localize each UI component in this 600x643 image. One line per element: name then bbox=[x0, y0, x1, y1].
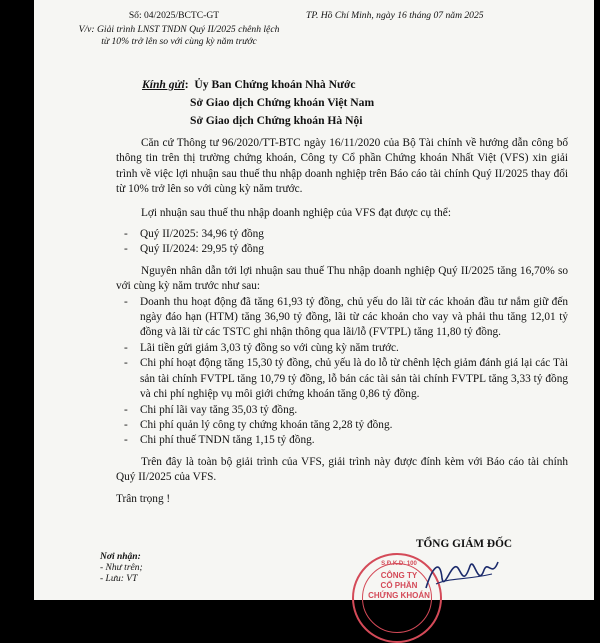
list-item: - Quý II/2025: 34,96 tỷ đồng bbox=[124, 228, 264, 241]
distribution-label: Nơi nhận: bbox=[100, 552, 141, 562]
list-item: - Chi phí hoạt động tăng 15,30 tỷ đồng, chủ yếu là do lỗ từ chênh lệch giảm đánh giá lại các Tài sản tài chính FVTPL tăng 10,79 tỷ đồng, lỗ bán các tài sản tài chính FVTPL tăng 3,33 tỷ đồng và chi phí nghiệp vụ môi giới chứng khoán tăng 0,86 tỷ đồng. bbox=[124, 357, 568, 401]
distribution-block bbox=[100, 552, 220, 585]
reason-list bbox=[116, 295, 568, 449]
stamp-text: CÔNG TY bbox=[380, 571, 418, 580]
list-item: - Quý II/2024: 29,95 tỷ đồng bbox=[124, 243, 264, 256]
list-item: - Lãi tiền gửi giảm 3,03 tỷ đồng so với cùng kỳ năm trước. bbox=[124, 341, 399, 354]
list-item: - Chi phí lãi vay tăng 35,03 tỷ đồng. bbox=[124, 403, 298, 416]
profit-intro: Lợi nhuận sau thuế thu nhập doanh nghiệp của VFS đạt được cụ thể: bbox=[141, 206, 451, 219]
profit-list bbox=[116, 227, 568, 258]
recipient-3: Sở Giao dịch Chứng khoán Hà Nội bbox=[190, 114, 363, 127]
doc-number: Số: 04/2025/BCTC-GT bbox=[128, 10, 220, 21]
location-date: TP. Hồ Chí Minh, ngày 16 tháng 07 năm 2025 bbox=[306, 10, 484, 21]
reason-intro: Nguyên nhân dẫn tới lợi nhuận sau thuế Thu nhập doanh nghiệp Quý II/2025 tăng 16,70% so với cùng kỳ năm trước như sau: bbox=[116, 264, 568, 293]
signer-title: TỔNG GIÁM ĐỐC bbox=[415, 538, 513, 550]
intro-paragraph: Căn cứ Thông tư 96/2020/TT-BTC ngày 16/11/2020 của Bộ Tài chính về hướng dẫn công bố thông tin trên thị trường chứng khoán, Công ty Cổ phần Chứng khoán Nhất Việt (VFS) xin giải trình về việc lợi nhuận sau thuế thu nhập doanh nghiệp trên Báo cáo tài chính Quý II/2025 thay đổi từ 10% trở lên so với cùng kỳ năm trước. bbox=[116, 137, 568, 196]
distribution-item: - Lưu: VT bbox=[100, 574, 138, 584]
closing-paragraph: Trên đây là toàn bộ giải trình của VFS, giải trình này được đính kèm với Báo cáo tài chính Quý II/2025 của VFS. bbox=[116, 455, 568, 484]
document-page bbox=[34, 0, 594, 600]
recipient-2: Sở Giao dịch Chứng khoán Việt Nam bbox=[190, 96, 375, 109]
doc-number-block bbox=[74, 10, 274, 22]
stamp-text: S.Đ.K.D: 100 bbox=[381, 561, 417, 567]
recipients-block: Kính gửi : Ủy Ban Chứng khoán Nhà Nước Sở Giao dịch Chứng khoán Việt Nam Sở Giao dịch Chứng khoán Hà Nội bbox=[142, 76, 582, 130]
list-item: - Chi phí quản lý công ty chứng khoán tăng 2,28 tỷ đồng. bbox=[124, 418, 393, 431]
stamp-text: CỔ PHẦN bbox=[380, 581, 418, 590]
regards: Trân trọng ! bbox=[116, 492, 171, 505]
distribution-item: - Như trên; bbox=[100, 563, 143, 573]
letter-body bbox=[116, 136, 568, 507]
list-item: - Doanh thu hoạt động đã tăng 61,93 tỷ đồng, chủ yếu do lãi từ các khoản đầu tư nắm giữ đến ngày đáo hạn (HTM) tăng 36,90 tỷ đồng, lãi từ các khoản cho vay và phải thu tăng 12,01 tỷ đồng và lãi từ các TSTC ghi nhận thông qua lãi/lỗ (FVTPL) tăng 11,80 tỷ đồng. bbox=[124, 295, 568, 339]
recipient-1: Ủy Ban Chứng khoán Nhà Nước bbox=[194, 78, 356, 91]
doc-subject: V/v: Giải trình LNST TNDN Quý II/2025 chênh lệch từ 10% trở lên so với cùng kỳ năm trước bbox=[78, 24, 280, 47]
stamp-text: CHỨNG KHOÁN bbox=[368, 591, 430, 600]
signature-mark bbox=[422, 548, 502, 596]
list-item: - Chi phí thuế TNDN tăng 1,15 tỷ đồng. bbox=[124, 434, 315, 447]
recipients-label: Kính gửi bbox=[142, 78, 185, 91]
